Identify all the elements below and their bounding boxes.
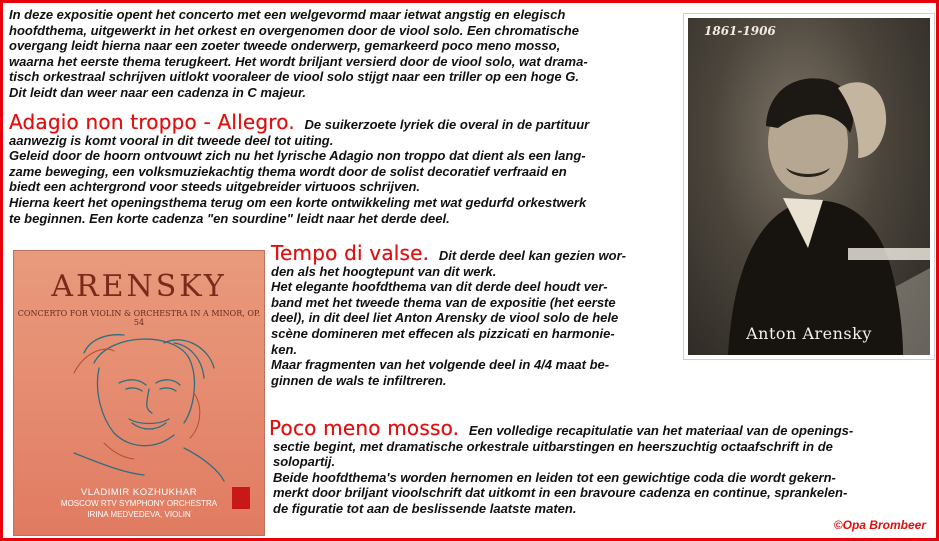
section-poco-meno-mosso — [269, 416, 931, 517]
intro-line: overgang leidt hierna naar een zoeter tweede onderwerp, gemarkeerd poco meno mosso, — [9, 38, 561, 54]
intro-line: hoofdthema, uitgewerkt in het orkest en overgenomen door de viool solo. Een chromatische — [9, 22, 579, 38]
section3-line: solopartij. — [273, 454, 336, 470]
section-heading-valse: Tempo di valse. — [271, 241, 430, 265]
intro-line: Dit leidt dan weer naar een cadenza in C majeur. — [9, 84, 306, 100]
section-heading-adagio: Adagio non troppo - Allegro. — [9, 110, 295, 134]
section2-line: ken. — [271, 341, 298, 357]
section1-line: biedt een achtergrond voor steeds uitgebreider virtuoos schrijven. — [9, 179, 421, 195]
intro-line: In deze expositie opent het concerto met een welgevormd maar ietwat angstig en elegisch — [9, 7, 566, 22]
album-subtitle: CONCERTO FOR VIOLIN & ORCHESTRA IN A MINOR, OP. 54 — [17, 309, 261, 327]
section2-line: ginnen de wals te infiltreren. — [271, 372, 447, 388]
section1-line: aanwezig is komt vooral in dit tweede deel tot uiting. — [9, 132, 334, 148]
section1-line: Hierna keert het openingsthema terug om een korte ontwikkeling met wat gedurfd orkestwerk — [9, 194, 587, 210]
section3-line: Een volledige recapitulatie van het materiaal van de openings- — [468, 423, 854, 438]
album-cover — [13, 250, 265, 536]
label-logo — [232, 487, 250, 509]
composer-sketch-illustration — [14, 323, 264, 483]
album-orchestra: MOSCOW RTV SYMPHONY ORCHESTRA — [60, 499, 218, 508]
intro-paragraph — [9, 7, 674, 101]
section2-line: scène domineren met effecen als pizzicati en harmonie- — [271, 325, 615, 341]
section1-line: te beginnen. Een korte cadenza "en sourdine" leidt naar het derde deel. — [9, 210, 450, 226]
section1-line: zame beweging, een volksmuziekachtig thema wordt door de solist decoratief verfraaid en — [9, 163, 567, 179]
section2-line: Het elegante hoofdthema van dit derde deel houdt ver- — [271, 279, 608, 295]
section3-line: Beide hoofdthema's worden hernomen en leiden tot een gewichtige coda die wordt gekern- — [273, 469, 836, 485]
copyright-signature: ©Opa Brombeer — [833, 518, 926, 532]
section3-line: sectie begint, met dramatische orkestrale uitbarstingen en heerszuchtig octaafschrift in de — [273, 438, 833, 454]
section-adagio — [9, 110, 674, 226]
photo-years: 1861-1906 — [704, 24, 776, 38]
section-tempo-di-valse — [271, 241, 676, 388]
composer-photo-frame — [683, 13, 935, 360]
composer-portrait-silhouette — [688, 18, 930, 355]
section2-line: Dit derde deel kan gezien wor- — [438, 248, 626, 263]
album-soloist: IRINA MEDVEDEVA, VIOLIN — [87, 510, 191, 519]
section3-line: merkt door briljant vioolschrift dat uitkomt in een bravoure cadenza en continue, sprankelen- — [273, 485, 848, 501]
section3-line: de figuratie tot aan de beslissende laatste maten. — [273, 500, 577, 516]
album-credits — [14, 487, 264, 520]
album-performer: VLADIMIR KOZHUKHAR — [80, 487, 198, 498]
section1-line: Geleid door de hoorn ontvouwt zich nu het lyrische Adagio non troppo dat dient als een lang- — [9, 148, 586, 164]
photo-caption: Anton Arensky — [746, 324, 872, 343]
section2-line: den als het hoogtepunt van dit werk. — [271, 263, 497, 279]
section2-line: deel), in dit deel liet Anton Arensky de viool solo de hele — [271, 310, 619, 326]
section-heading-poco: Poco meno mosso. — [269, 416, 460, 440]
section2-line: Maar fragmenten van het volgende deel in 4/4 maat be- — [271, 357, 610, 373]
section1-line: De suikerzoete lyriek die overal in de partituur — [304, 117, 590, 132]
section2-line: band met het tweede thema van de expositie (het eerste — [271, 294, 616, 310]
intro-line: tisch orkestraal schrijven uitlokt vooraleer de viool solo stijgt naar een triller op een hoge G. — [9, 69, 579, 85]
album-title: ARENSKY — [51, 269, 227, 304]
composer-photo — [688, 18, 930, 355]
intro-line: waarna het eerste thema terugkeert. Het wordt briljant versierd door de viool solo, wat drama- — [9, 53, 588, 69]
